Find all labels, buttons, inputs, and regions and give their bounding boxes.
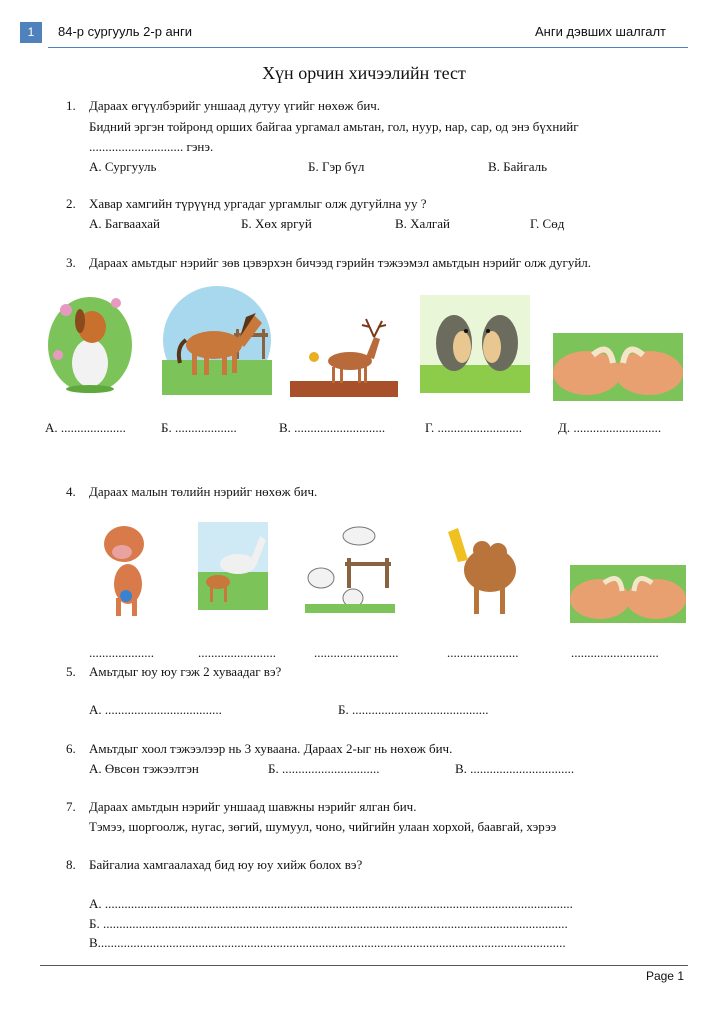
horse-picture-icon	[162, 285, 272, 395]
q3-blank-d: Г. ..........................	[425, 420, 523, 435]
q3-blank-c: В. ............................	[279, 420, 386, 435]
q5-text: Амьтдыг юу юу гэж 2 хуваадаг вэ?	[89, 664, 282, 679]
q2-number: 2.	[66, 196, 76, 211]
q8-line-c: В................................................................................................................................................	[89, 935, 566, 950]
q7-text: Дараах амьтдын нэрийг уншаад шавжны нэрийг ялган бич.	[89, 799, 417, 814]
q8-text: Байгалиа хамгаалахад бид юу юу хийж болох вэ?	[89, 857, 363, 872]
q7-animal-list: Тэмээ, шоргоолж, нугас, зөгий, шумуул, чоно, чийгийн улаан хорхой, баавгай, хэрээ	[89, 819, 557, 834]
q5-number: 5.	[66, 664, 76, 679]
dog-picture-icon	[46, 285, 134, 395]
q1-line2: Бидний эргэн тойронд орших байгаа ургамал амьтан, гол, нуур, нар, сар, од энэ бүхнийг	[89, 119, 579, 134]
deer-picture-icon	[288, 315, 400, 400]
q2-option-c: В. Халгай	[395, 216, 450, 231]
camel-picture-icon	[440, 522, 524, 618]
q2-option-b: Б. Хөх яргуй	[241, 216, 312, 231]
q4-blank-5: ...........................	[571, 645, 659, 660]
q8-line-a: А. ................................................................................................................................................	[89, 896, 573, 911]
q1-text: Дараах өгүүлбэрийг уншаад дутуу үгийг нөхөж бич.	[89, 98, 381, 113]
page-title: Хүн орчин хичээлийн тест	[262, 63, 466, 83]
page-number-badge: 1	[20, 22, 42, 43]
foal-picture-icon	[198, 522, 268, 610]
q4-blank-2: ........................	[198, 645, 276, 660]
q2-option-d: Г. Сөд	[530, 216, 565, 231]
q1-option-b: Б. Гэр бүл	[308, 159, 365, 174]
q1-option-a: А. Сургууль	[89, 159, 157, 174]
q6-option-b: Б. ..............................	[268, 761, 380, 776]
q1-option-c: В. Байгаль	[488, 159, 547, 174]
q4-blank-3: ..........................	[314, 645, 399, 660]
header-rule	[48, 47, 688, 48]
page-header	[0, 18, 728, 48]
q6-number: 6.	[66, 741, 76, 756]
rams-picture-icon	[553, 333, 683, 401]
hedgehogs-picture-icon	[420, 295, 530, 393]
footer-rule	[40, 965, 688, 966]
q7-number: 7.	[66, 799, 76, 814]
q5-answer-b: Б. ..........................................	[338, 702, 489, 717]
q1-number: 1.	[66, 98, 76, 113]
school-name: 84-р сургууль 2-р анги	[58, 24, 192, 39]
q6-option-c: В. ................................	[455, 761, 575, 776]
rams-picture-2-icon	[570, 565, 686, 623]
q3-number: 3.	[66, 255, 76, 270]
q3-blank-e: Д. ...........................	[558, 420, 662, 435]
q6-option-a: А. Өвсөн тэжээлтэн	[89, 761, 199, 776]
q1-line3: ............................. гэнэ.	[89, 139, 214, 154]
page-footer: Page 1	[645, 969, 684, 983]
q8-line-b: Б. ...............................................................................................................................................	[89, 916, 568, 931]
q6-text: Амьтдыг хоол тэжээлээр нь 3 хуваана. Дараах 2-ыг нь нөхөж бич.	[89, 741, 453, 756]
q4-text: Дараах малын төлийн нэрийг нөхөж бич.	[89, 484, 318, 499]
exam-name: Анги дэвших шалгалт	[534, 24, 666, 39]
q3-blank-b: Б. ...................	[161, 420, 237, 435]
calf-picture-icon	[88, 518, 164, 618]
q4-blank-1: ....................	[89, 645, 154, 660]
q4-blank-4: ......................	[447, 645, 519, 660]
lamb-picture-icon	[305, 518, 395, 613]
q3-text: Дараах амьтдыг нэрийг зөв цэвэрхэн бичээд гэрийн тэжээмэл амьтдын нэрийг олж дугуйл.	[89, 255, 592, 270]
q3-blank-a: А. ....................	[45, 420, 126, 435]
q8-number: 8.	[66, 857, 76, 872]
q4-number: 4.	[66, 484, 76, 499]
q2-option-a: А. Багваахай	[89, 216, 161, 231]
q2-text: Хавар хамгийн түрүүнд ургадаг ургамлыг олж дугуйлна уу ?	[89, 196, 427, 211]
q5-answer-a: А. ....................................	[89, 702, 222, 717]
